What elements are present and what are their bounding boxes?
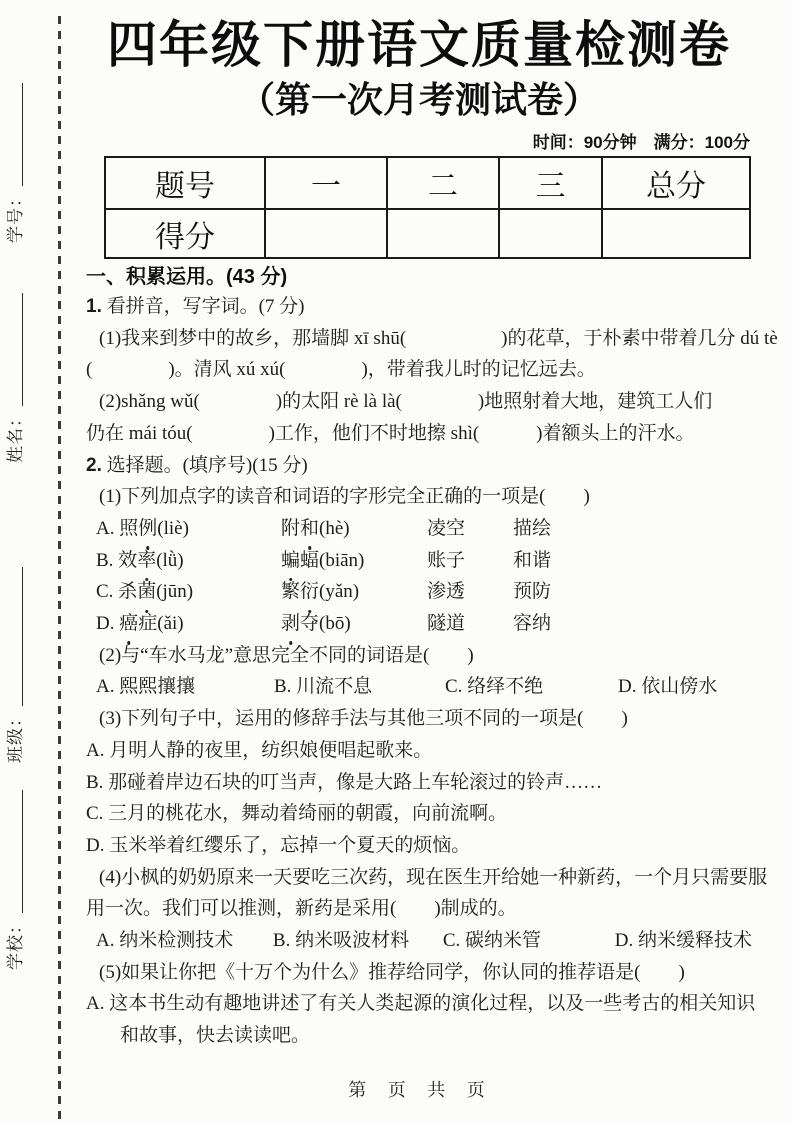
score-row-label: 得分 <box>105 209 265 258</box>
question-1-number: 1. <box>86 296 102 317</box>
dotted-char: 和 <box>300 513 319 545</box>
word-post: 蝠(biān) <box>300 549 365 571</box>
q2-4-option-a: A. 纳米检测技术 <box>96 930 234 952</box>
q2-1-c-word3: 渗透 <box>427 581 466 603</box>
score-table-header-two: 二 <box>387 157 499 209</box>
dotted-char: 剥 <box>281 608 300 640</box>
q2-1-b-word4: 和谐 <box>513 549 552 571</box>
q2-1-d-word4: 容纳 <box>513 613 552 635</box>
word-post: (lǜ) <box>156 549 184 571</box>
school-blank-line[interactable] <box>22 790 23 913</box>
q2-3-option-b: B. 那碰着岸边石块的叮当声，像是大路上车轮滚过的铃声…… <box>86 771 603 793</box>
word-post: (hè) <box>319 517 350 539</box>
q2-2-option-b: B. 川流不息 <box>274 676 373 698</box>
dotted-char: 衍 <box>300 576 319 608</box>
q1-line-4: 仍在 mái tóu( )工作，他们不时地擦 shì( )着额头上的汗水。 <box>86 422 695 444</box>
score-cell-three[interactable] <box>499 209 602 258</box>
q2-3-stem: (3)下列句子中，运用的修辞手法与其他三项不同的一项是( ) <box>99 708 628 730</box>
score-table-header-row <box>105 157 750 209</box>
q2-1-b-word3: 账子 <box>427 549 466 571</box>
q2-1-d-word2 <box>281 608 427 640</box>
word-pre: C. 杀 <box>96 581 138 603</box>
word-post: 夺(bō) <box>300 613 351 635</box>
score-table-score-row <box>105 209 750 258</box>
q2-2-option-c: C. 络绎不绝 <box>445 676 544 698</box>
q2-4-option-b: B. 纳米吸波材料 <box>272 930 410 952</box>
word-post: (yǎn) <box>319 581 360 603</box>
q2-1-option-row-d <box>86 608 752 640</box>
score-table-header-question: 题号 <box>105 157 265 209</box>
q2-3-option-a: A. 月明人静的夜里，纺织娘便唱起歌来。 <box>86 739 433 761</box>
q2-4-stem-line-1: (4)小枫的奶奶原来一天要吃三次药，现在医生开给她一种新药，一个月只需要服 <box>99 866 768 888</box>
q2-1-c-word1 <box>96 576 281 608</box>
q2-5-stem: (5)如果让你把《十万个为什么》推荐给同学，你认同的推荐语是( ) <box>99 961 685 983</box>
q2-4-option-c: C. 碳纳米管 <box>442 930 542 952</box>
q2-2-option-a: A. 熙熙攘攘 <box>96 676 196 698</box>
time-and-score-info: 时间：90分钟 满分：100分 <box>532 133 750 152</box>
word-post: (jūn) <box>156 581 194 603</box>
q2-5-option-a-line-2: 和故事，快去读读吧。 <box>120 1025 311 1047</box>
q2-1-a-word3: 凌空 <box>427 517 466 539</box>
q2-1-b-word2 <box>281 545 427 577</box>
score-cell-total[interactable] <box>602 209 750 258</box>
student-name-blank-line[interactable] <box>22 293 23 406</box>
student-id-blank-line[interactable] <box>22 83 23 186</box>
student-name-field <box>4 293 26 463</box>
word-pre: D. <box>96 613 120 635</box>
q2-5-option-a-line-1: A. 这本书生动有趣地讲述了有关人类起源的演化过程，以及一些考古的相关知识 <box>86 993 756 1015</box>
word-pre: A. 照 <box>96 517 139 539</box>
class-field <box>4 567 26 763</box>
question-2-number: 2. <box>86 454 102 476</box>
q2-1-a-word2 <box>281 513 427 545</box>
dotted-char: 癌 <box>119 608 138 640</box>
section-1-title: 一、积累运用。(43 分) <box>86 266 288 288</box>
exam-content <box>86 0 778 1052</box>
q2-2-option-d: D. 依山傍水 <box>618 676 718 698</box>
school-field <box>4 790 26 970</box>
word-post: (liè) <box>157 517 189 539</box>
cut-line-dashed-divider <box>58 16 61 1122</box>
q2-2-options-row <box>86 671 752 703</box>
question-2-title-text: 选择题。(填序号)(15 分) <box>101 454 308 476</box>
dotted-char: 率 <box>137 545 156 577</box>
dotted-char: 例 <box>138 513 157 545</box>
q1-line-3: (2)shǎng wǔ( )的太阳 rè là là( )地照射着大地，建筑工人们 <box>99 391 713 413</box>
score-table-header-total: 总分 <box>602 157 750 209</box>
q2-1-b-word1 <box>96 545 281 577</box>
q2-3-option-d: D. 玉米举着红缨乐了，忘掉一个夏天的烦恼。 <box>86 834 471 856</box>
page-title: 四年级下册语文质量检测卷 <box>107 17 731 73</box>
student-name-label: 姓名： <box>6 409 25 463</box>
q1-line-2: ( )。清风 xú xú( )，带着我儿时的记忆远去。 <box>86 359 596 381</box>
question-1-title-text: 看拼音，写字词。(7 分) <box>101 296 305 317</box>
q2-1-d-word1 <box>96 608 281 640</box>
q2-1-a-word4: 描绘 <box>513 517 552 539</box>
word-pre: B. 效 <box>96 549 138 571</box>
q2-1-d-word3: 隧道 <box>427 613 466 635</box>
word-post: 症(ǎi) <box>138 613 184 635</box>
dotted-char: 菌 <box>137 576 156 608</box>
school-label: 学校： <box>6 916 25 970</box>
q2-4-stem-line-2: 用一次。我们可以推测，新药是采用( )制成的。 <box>86 898 517 920</box>
q2-4-options-row <box>86 925 752 957</box>
student-id-label: 学号： <box>6 189 25 243</box>
score-cell-one[interactable] <box>265 209 387 258</box>
question-2-title <box>86 450 752 482</box>
class-blank-line[interactable] <box>22 567 23 706</box>
student-id-field <box>4 83 26 243</box>
dotted-char: 蝙 <box>281 545 300 577</box>
q2-1-stem: (1)下列加点字的读音和词语的字形完全正确的一项是( ) <box>99 486 590 508</box>
q1-line-1: (1)我来到梦中的故乡，那墙脚 xī shū( )的花草，于朴素中带着几分 dú tè <box>99 327 778 349</box>
q2-1-a-word1 <box>96 513 281 545</box>
question-1-title <box>86 291 752 323</box>
q2-4-option-d: D. 纳米缓释技术 <box>614 930 752 952</box>
score-table-header-one: 一 <box>265 157 387 209</box>
q2-1-c-word4: 预防 <box>513 581 552 603</box>
page-subtitle: （第一次月考测试卷） <box>238 79 599 120</box>
word-pre: 繁 <box>281 581 301 603</box>
q2-3-option-c: C. 三月的桃花水，舞动着绮丽的朝霞，向前流啊。 <box>86 803 508 825</box>
page-footer: 第 页 共 页 <box>348 1080 490 1100</box>
q2-1-option-row-a <box>86 513 752 545</box>
class-label: 班级： <box>6 709 25 763</box>
score-table <box>104 156 751 259</box>
q2-1-c-word2 <box>281 576 427 608</box>
q2-1-option-row-b <box>86 545 752 577</box>
score-cell-two[interactable] <box>387 209 499 258</box>
q2-1-option-row-c <box>86 576 752 608</box>
score-table-header-three: 三 <box>499 157 602 209</box>
word-pre: 附 <box>281 517 301 539</box>
q2-2-stem: (2)与“车水马龙”意思完全不同的词语是( ) <box>99 644 474 666</box>
